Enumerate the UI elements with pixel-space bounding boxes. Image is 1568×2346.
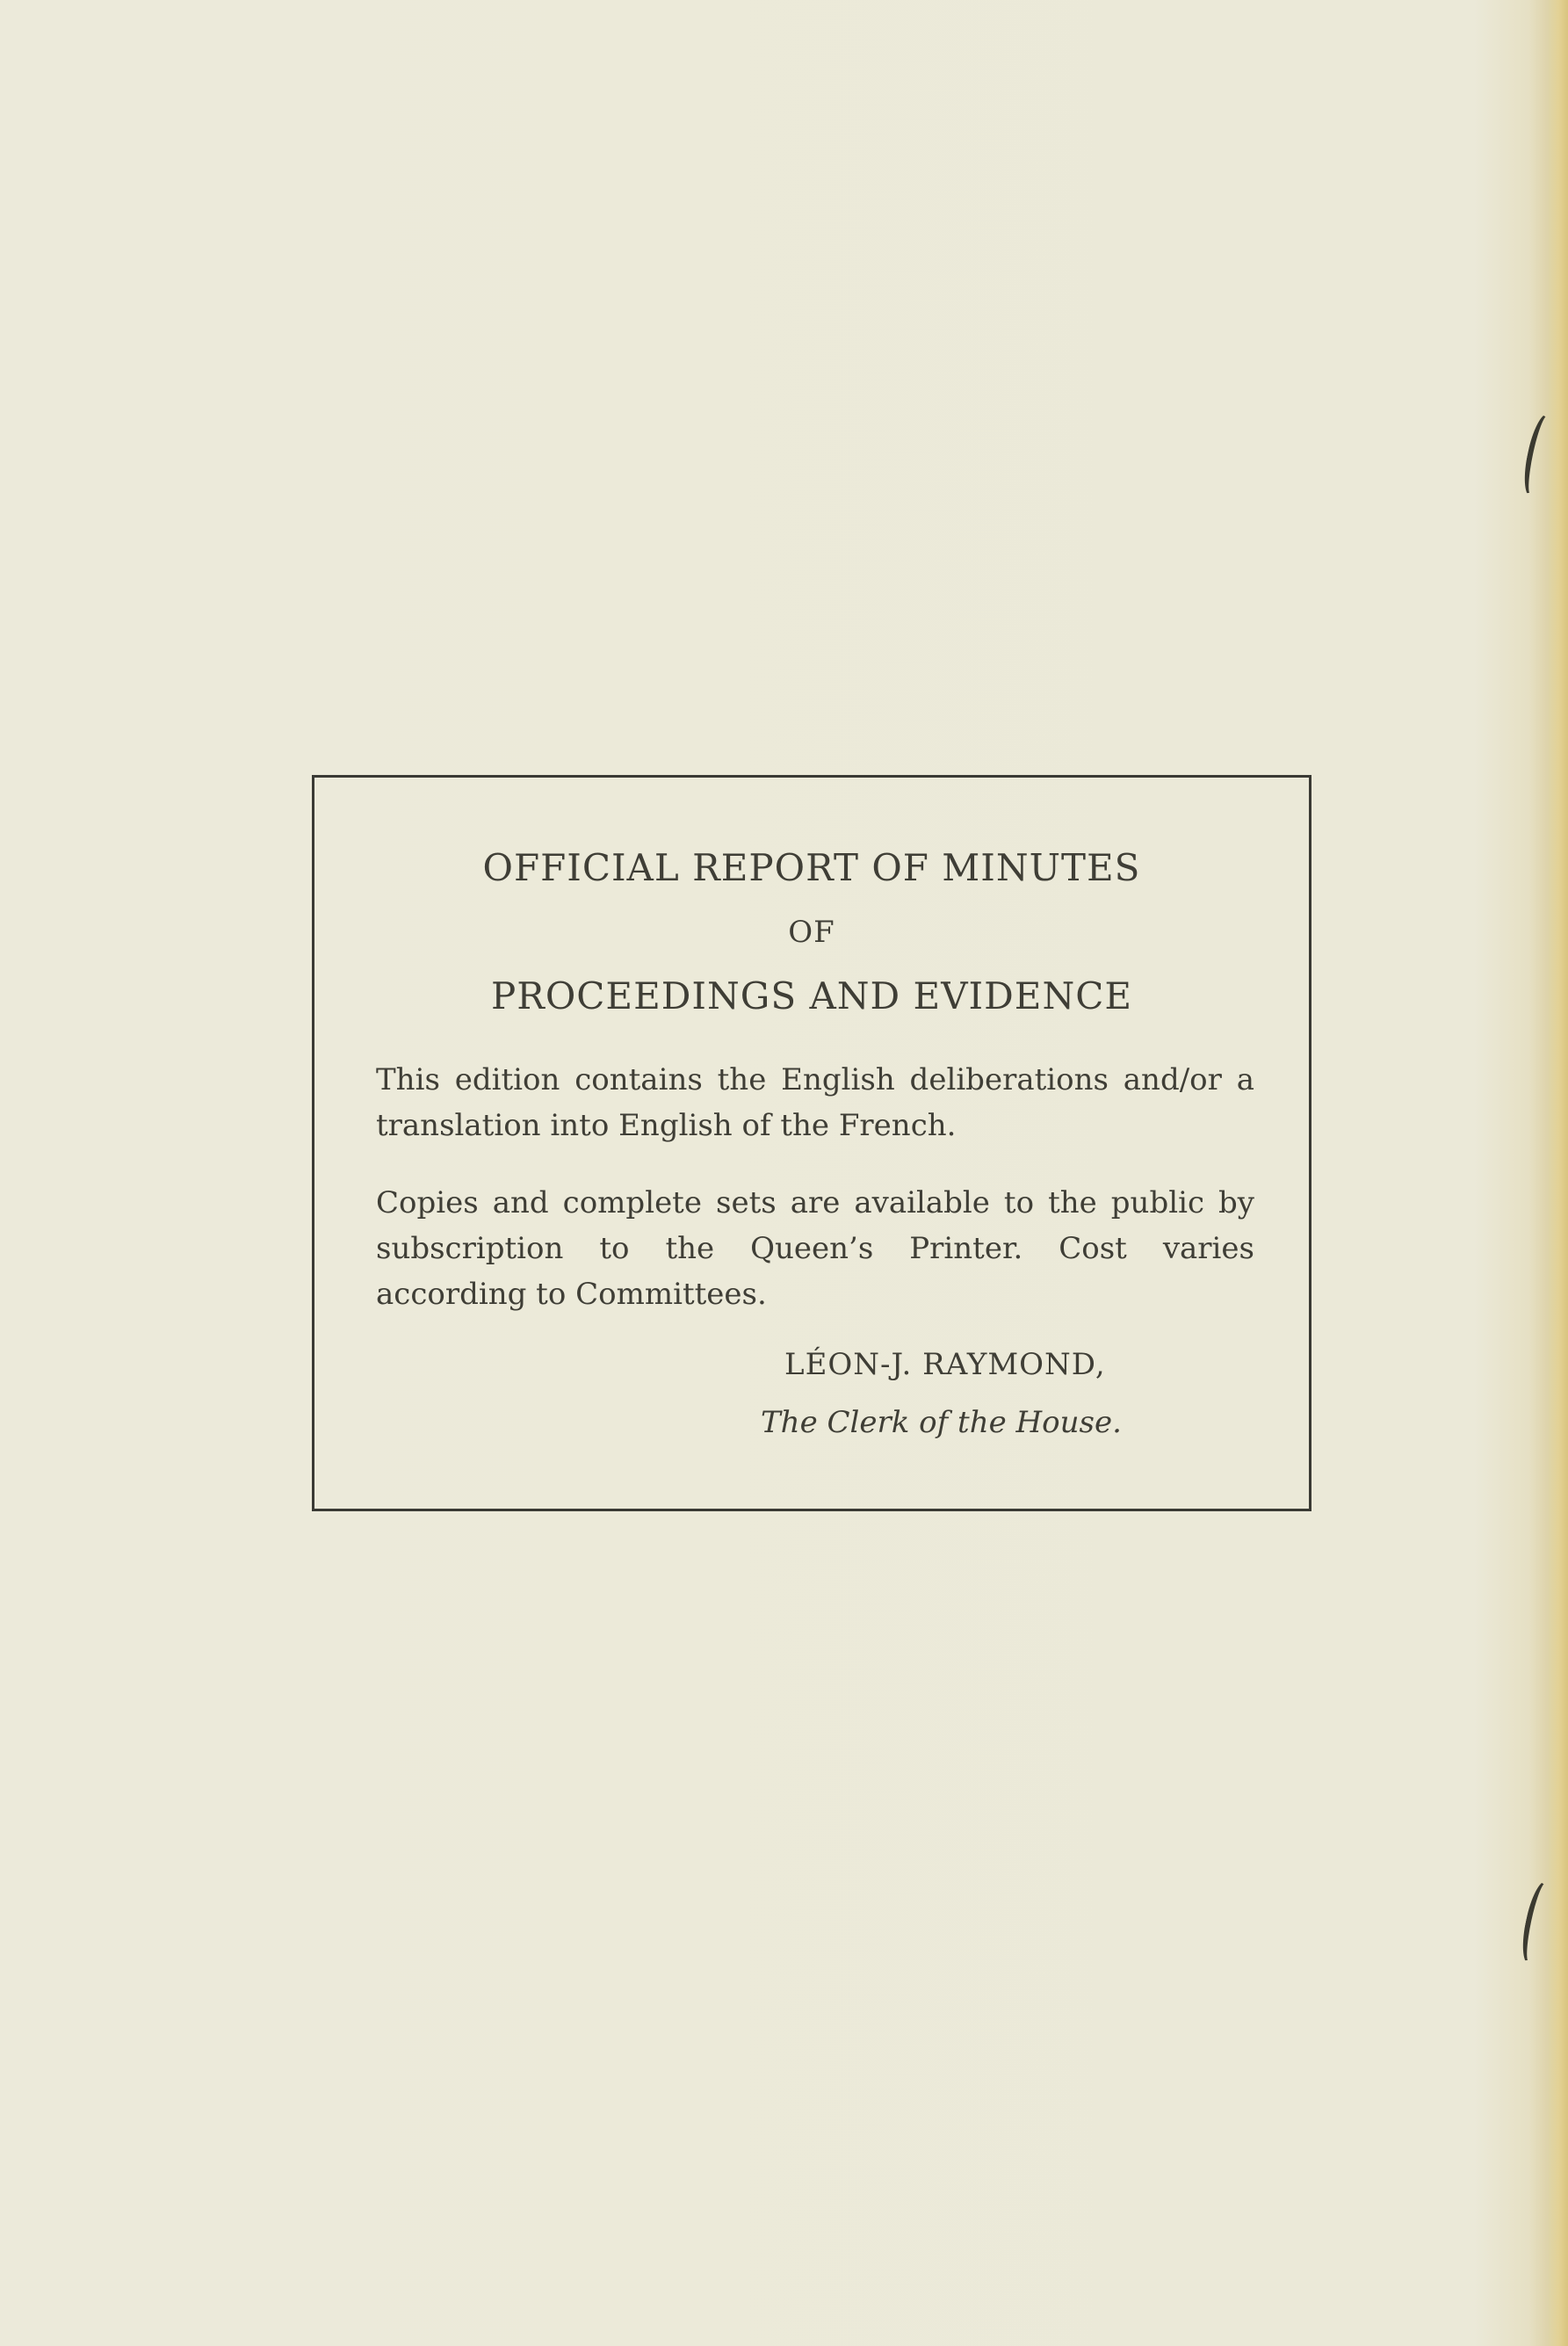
signature-name: LÉON-J. RAYMOND, — [784, 1347, 1106, 1382]
signature-title: The Clerk of the House. — [761, 1405, 1122, 1440]
notice-box — [312, 775, 1311, 1511]
notice-title-line1: OFFICIAL REPORT OF MINUTES — [482, 846, 1141, 889]
notice-paragraph-copies: Copies and complete sets are available to the public by subscription to the Queen’s Printer. Cost varies according to Committees. — [376, 1185, 1254, 1312]
notice-title-line3: PROCEEDINGS AND EVIDENCE — [490, 974, 1133, 1017]
notice-paragraph-edition: This edition contains the English deliberations and/or a translation into English of the French. — [376, 1062, 1254, 1143]
notice-title-line2: OF — [788, 915, 835, 950]
page-edge — [1549, 0, 1568, 2346]
